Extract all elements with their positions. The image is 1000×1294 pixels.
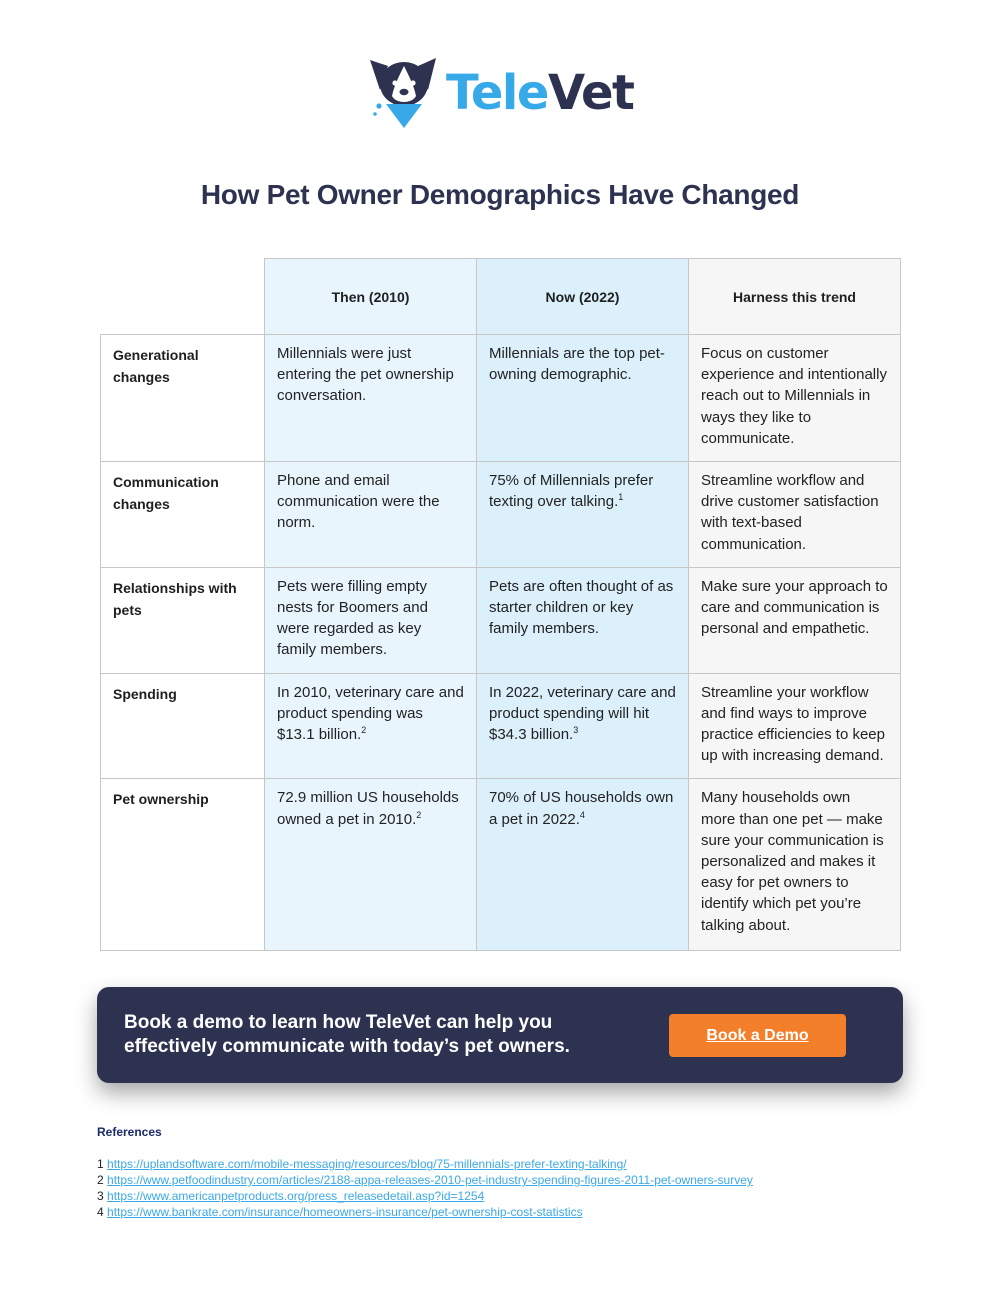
brand-wordmark xyxy=(446,65,634,121)
reference-item xyxy=(97,1172,753,1188)
references-list xyxy=(97,1156,753,1220)
header-trend: Harness this trend xyxy=(689,259,901,335)
now-cell xyxy=(477,567,689,673)
header-now: Now (2022) xyxy=(477,259,689,335)
reference-link[interactable]: https://www.americanpetproducts.org/press_releasedetail.asp?id=1254 xyxy=(107,1189,485,1203)
dog-icon xyxy=(366,56,444,130)
cta-text: Book a demo to learn how TeleVet can help you effectively communicate with today’s pet owners. xyxy=(124,1012,570,1057)
now-text: Millennials are the top pet-owning demographic. xyxy=(489,345,665,384)
now-cell xyxy=(477,673,689,779)
reference-number: 4 xyxy=(97,1205,104,1219)
header-blank-cell xyxy=(101,259,265,335)
trend-cell: Streamline workflow and drive customer satisfaction with text-based communication. xyxy=(689,462,901,568)
reference-number: 1 xyxy=(97,1157,104,1171)
table-row xyxy=(101,335,901,462)
reference-link[interactable]: https://uplandsoftware.com/mobile-messaging/resources/blog/75-millennials-prefer-texting-talking/ xyxy=(107,1157,627,1171)
row-label: Generational changes xyxy=(101,335,265,462)
then-cell xyxy=(265,673,477,779)
televet-logo[interactable] xyxy=(366,56,636,130)
reference-link[interactable]: https://www.petfoodindustry.com/articles/2188-appa-releases-2010-pet-industry-spending-figures-2011-pet-owners-survey xyxy=(107,1173,753,1187)
now-cell xyxy=(477,462,689,568)
row-label: Pet ownership xyxy=(101,779,265,951)
then-text: Pets were filling empty nests for Boomers and were regarded as key family members. xyxy=(277,577,428,659)
trend-cell: Many households own more than one pet — make sure your communication is personalized and makes it easy for pet owners to identify which pet you’re talking about. xyxy=(689,779,901,951)
reference-number: 2 xyxy=(97,1173,104,1187)
now-text: 75% of Millennials prefer texting over talking. xyxy=(489,472,654,511)
then-text: In 2010, veterinary care and product spending was $13.1 billion. xyxy=(277,683,464,744)
trend-cell: Focus on customer experience and intentionally reach out to Millennials in ways they like to communicate. xyxy=(689,335,901,462)
now-cell xyxy=(477,335,689,462)
table-header-row xyxy=(101,259,901,335)
then-cell xyxy=(265,462,477,568)
row-label: Communication changes xyxy=(101,462,265,568)
table-row xyxy=(101,673,901,779)
footnote-ref: 1 xyxy=(618,492,624,503)
header-then: Then (2010) xyxy=(265,259,477,335)
now-cell xyxy=(477,779,689,951)
now-text: Pets are often thought of as starter children or key family members. xyxy=(489,577,674,638)
then-cell xyxy=(265,335,477,462)
reference-link[interactable]: https://www.bankrate.com/insurance/homeowners-insurance/pet-ownership-cost-statistics xyxy=(107,1205,583,1219)
reference-number: 3 xyxy=(97,1189,104,1203)
then-text: 72.9 million US households owned a pet in 2010. xyxy=(277,789,459,828)
reference-item xyxy=(97,1188,753,1204)
footnote-ref: 3 xyxy=(573,725,579,736)
row-label: Spending xyxy=(101,673,265,779)
row-label: Relationships with pets xyxy=(101,567,265,673)
footnote-ref: 2 xyxy=(361,725,367,736)
now-text: 70% of US households own a pet in 2022. xyxy=(489,789,674,828)
footnote-ref: 2 xyxy=(416,809,422,820)
footnote-ref: 4 xyxy=(579,809,585,820)
brand-name-tele: Tele xyxy=(446,65,548,121)
table-row xyxy=(101,779,901,951)
references-title: References xyxy=(97,1125,162,1139)
page-title: How Pet Owner Demographics Have Changed xyxy=(200,179,800,210)
then-cell xyxy=(265,567,477,673)
then-text: Millennials were just entering the pet ownership conversation. xyxy=(277,345,454,405)
then-text: Phone and email communication were the norm. xyxy=(277,472,440,532)
trend-cell: Streamline your workflow and find ways to improve practice efficiencies to keep up with increasing demand. xyxy=(689,673,901,779)
table-row xyxy=(101,567,901,673)
reference-item xyxy=(97,1204,753,1220)
then-cell xyxy=(265,779,477,951)
now-text: In 2022, veterinary care and product spending will hit $34.3 billion. xyxy=(489,683,676,744)
cta-banner xyxy=(97,987,903,1083)
book-demo-button[interactable]: Book a Demo xyxy=(669,1014,846,1057)
reference-item xyxy=(97,1156,753,1172)
table-row xyxy=(101,462,901,568)
comparison-table xyxy=(100,258,901,951)
brand-name-vet: Vet xyxy=(547,65,634,121)
trend-cell: Make sure your approach to care and communication is personal and empathetic. xyxy=(689,567,901,673)
